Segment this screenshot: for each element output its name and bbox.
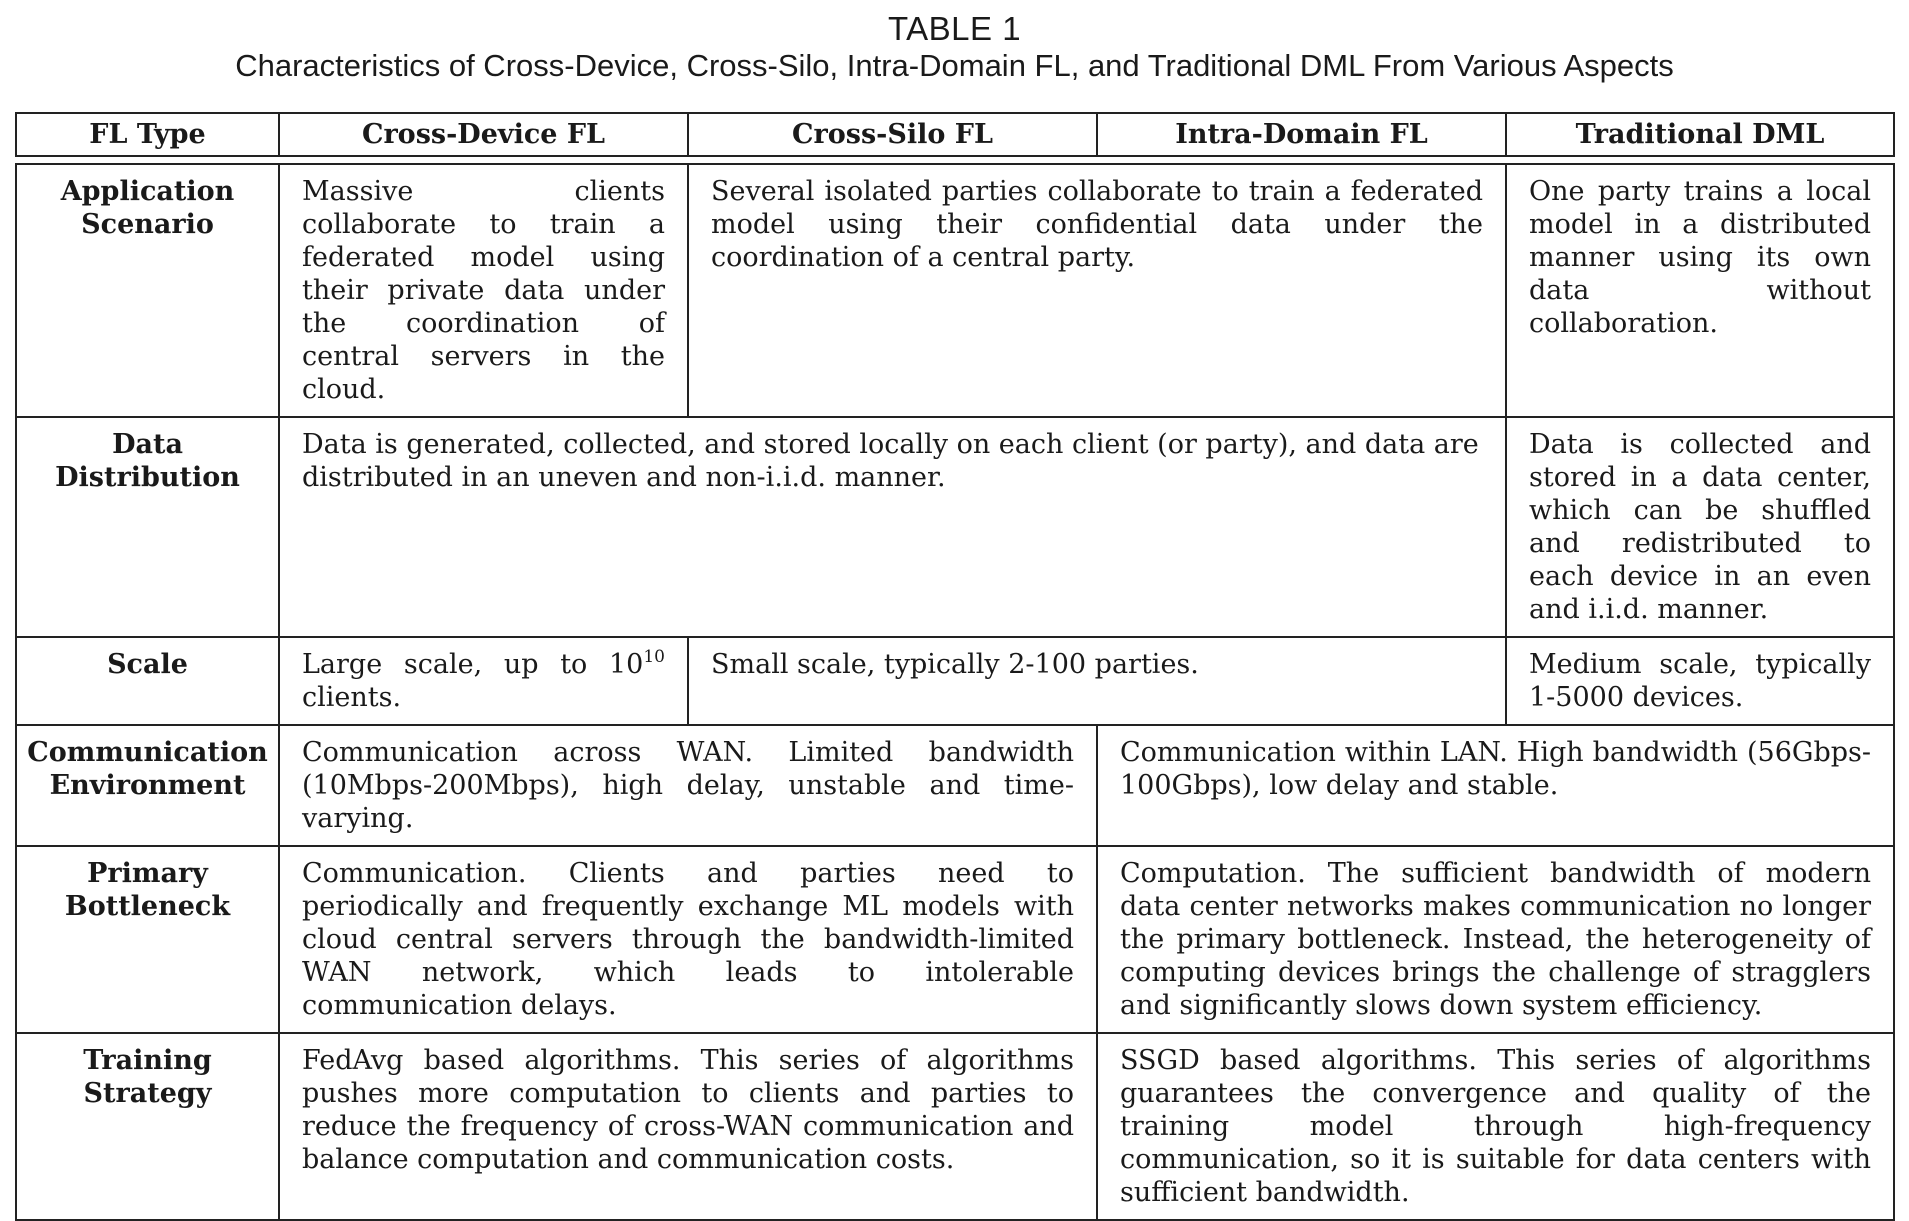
table-row xyxy=(16,637,1894,725)
table-row xyxy=(16,417,1894,637)
scale-text-post: clients. xyxy=(302,682,402,713)
row-label-communication-environment: Communication Environment xyxy=(16,725,279,846)
cell-scale-cross-device xyxy=(279,637,688,725)
cell-bottleneck-device-silo: Communication. Clients and parties need to periodically and frequently exchange ML models with cloud central servers through the bandwidth-limited WAN network, which leads to intolerable communication delays. xyxy=(279,846,1097,1033)
header-cross-silo: Cross-Silo FL xyxy=(688,113,1097,156)
cell-application-cross-device: Massive clients collaborate to train a federated model using their private data under the coordination of central servers in the cloud. xyxy=(279,164,688,417)
row-label-scale: Scale xyxy=(16,637,279,725)
row-label-primary-bottleneck: Primary Bottleneck xyxy=(16,846,279,1033)
scale-exponent: 10 xyxy=(643,647,665,667)
row-label-application-scenario: Application Scenario xyxy=(16,164,279,417)
cell-application-traditional: One party trains a local model in a distributed manner using its own data without collaboration. xyxy=(1506,164,1894,417)
table-label: TABLE 1 xyxy=(887,10,1022,47)
header-separator xyxy=(16,156,1894,164)
table-row xyxy=(16,725,1894,846)
row-label-data-distribution: Data Distribution xyxy=(16,417,279,637)
table-row xyxy=(16,1033,1894,1220)
cell-training-domain-dml: SSGD based algorithms. This series of algorithms guarantees the convergence and quality of the training model through high-frequency communication, so it is suitable for data centers with sufficient bandwidth. xyxy=(1097,1033,1894,1220)
header-intra-domain: Intra-Domain FL xyxy=(1097,113,1506,156)
table-row xyxy=(16,164,1894,417)
table-header-row xyxy=(16,113,1894,156)
cell-training-device-silo: FedAvg based algorithms. This series of algorithms pushes more computation to clients and parties to reduce the frequency of cross-WAN communication and balance computation and communication costs. xyxy=(279,1033,1097,1220)
table-row xyxy=(16,846,1894,1033)
cell-scale-silo-domain: Small scale, typically 2-100 parties. xyxy=(688,637,1506,725)
cell-scale-traditional: Medium scale, typically 1-5000 devices. xyxy=(1506,637,1894,725)
cell-application-silo-domain: Several isolated parties collaborate to train a federated model using their confidential data under the coordination of a central party. xyxy=(688,164,1506,417)
cell-communication-domain-dml: Communication within LAN. High bandwidth (56Gbps-100Gbps), low delay and stable. xyxy=(1097,725,1894,846)
cell-communication-device-silo: Communication across WAN. Limited bandwidth (10Mbps-200Mbps), high delay, unstable and time-varying. xyxy=(279,725,1097,846)
scale-text-pre: Large scale, up to 10 xyxy=(302,649,644,680)
row-label-training-strategy: Training Strategy xyxy=(16,1033,279,1220)
table-title: Characteristics of Cross-Device, Cross-Silo, Intra-Domain FL, and Traditional DML From Various Aspects xyxy=(235,48,1674,83)
header-traditional-dml: Traditional DML xyxy=(1506,113,1894,156)
header-fl-type: FL Type xyxy=(16,113,279,156)
comparison-table xyxy=(15,112,1895,1221)
cell-distribution-traditional: Data is collected and stored in a data center, which can be shuffled and redistributed to each device in an even and i.i.d. manner. xyxy=(1506,417,1894,637)
header-cross-device: Cross-Device FL xyxy=(279,113,688,156)
cell-distribution-fl: Data is generated, collected, and stored locally on each client (or party), and data are distributed in an uneven and non-i.i.d. manner. xyxy=(279,417,1506,637)
cell-bottleneck-domain-dml: Computation. The sufficient bandwidth of modern data center networks makes communication no longer the primary bottleneck. Instead, the heterogeneity of computing devices brings the challenge of stragglers and significantly slows down system efficiency. xyxy=(1097,846,1894,1033)
